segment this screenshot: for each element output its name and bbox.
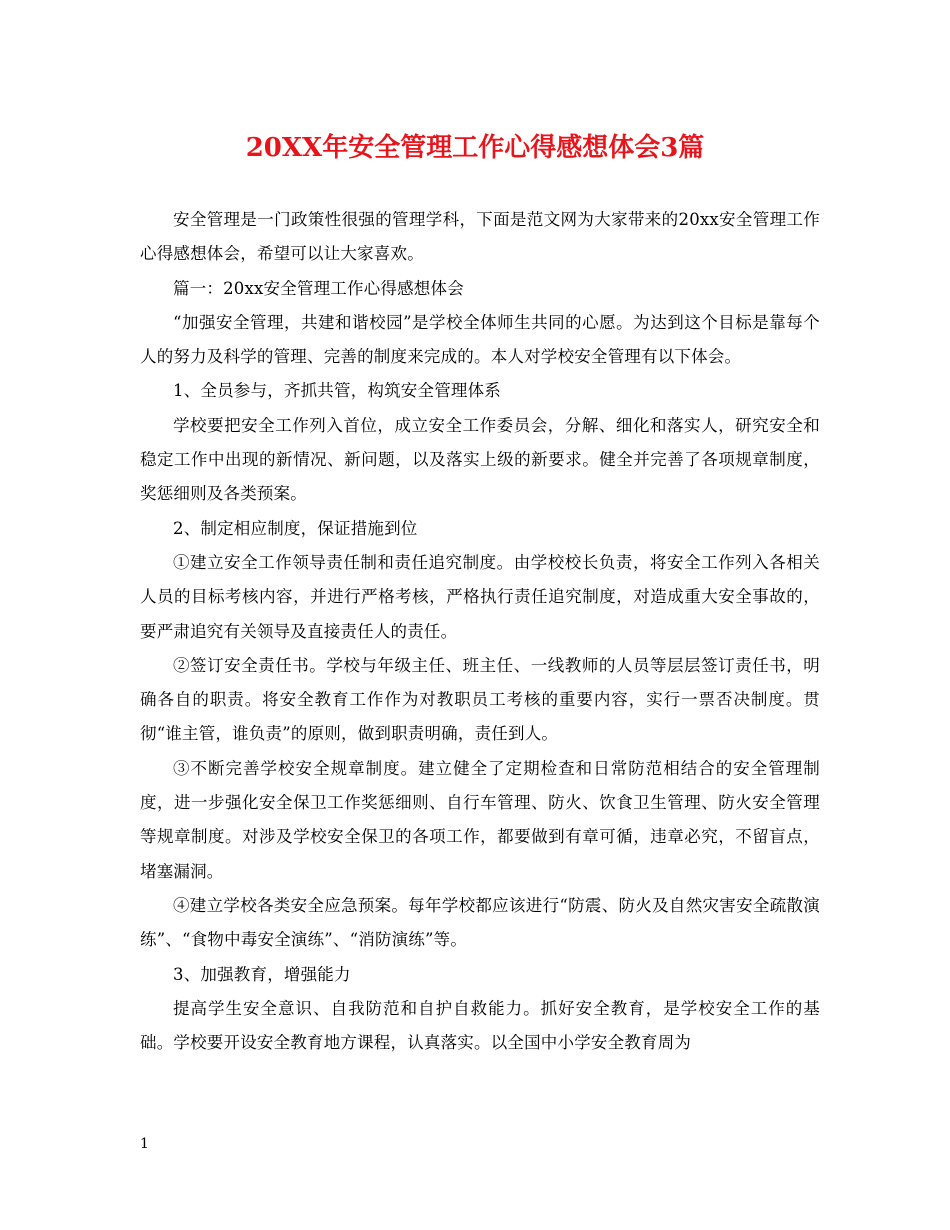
document-body — [140, 203, 820, 1060]
section-heading-part-one: 篇一：20xx安全管理工作心得感想体会 — [173, 278, 464, 298]
paragraph: ②签订安全责任书。学校与年级主任、班主任、一线教师的人员等层层签订责任书，明确各自的职责。将安全教育工作作为对教职员工考核的重要内容，实行一票否决制度。贯彻“谁主管，谁负责”的原则，做到职责明确，责任到人。 — [140, 655, 820, 744]
page-number: 1 — [140, 1136, 149, 1152]
paragraph: 学校要把安全工作列入首位，成立安全工作委员会，分解、细化和落实人，研究安全和稳定工作中出现的新情况、新问题，以及落实上级的新要求。健全并完善了各项规章制度，奖惩细则及各类预案。 — [140, 415, 820, 504]
document-title: 20XX年安全管理工作心得感想体会3篇 — [245, 133, 705, 163]
paragraph: ④建立学校各类安全应急预案。每年学校都应该进行“防震、防火及自然灾害安全疏散演练”、“食物中毒安全演练”、“消防演练”等。 — [140, 895, 820, 950]
subheading: 1、全员参与，齐抓共管，构筑安全管理体系 — [173, 381, 501, 401]
paragraph: ③不断完善学校安全规章制度。建立健全了定期检查和日常防范相结合的安全管理制度，进一步强化安全保卫工作奖惩细则、自行车管理、防火、饮食卫生管理、防火安全管理等规章制度。对涉及学校安全保卫的各项工作，都要做到有章可循，违章必究，不留盲点，堵塞漏洞。 — [140, 758, 820, 881]
paragraph: 提高学生安全意识、自我防范和自护自救能力。抓好安全教育，是学校安全工作的基础。学校要开设安全教育地方课程，认真落实。以全国中小学安全教育周为 — [140, 998, 820, 1053]
paragraph: “加强安全管理，共建和谐校园”是学校全体师生共同的心愿。为达到这个目标是靠每个人的努力及科学的管理、完善的制度来完成的。本人对学校安全管理有以下体会。 — [140, 312, 820, 367]
subheading: 3、加强教育，增强能力 — [173, 964, 351, 984]
paragraph-intro: 安全管理是一门政策性很强的管理学科，下面是范文网为大家带来的20xx安全管理工作心得感想体会，希望可以让大家喜欢。 — [140, 210, 820, 264]
subheading: 2、制定相应制度，保证措施到位 — [173, 518, 418, 538]
paragraph: ①建立安全工作领导责任制和责任追究制度。由学校校长负责，将安全工作列入各相关人员的目标考核内容，并进行严格考核，严格执行责任追究制度，对造成重大安全事故的，要严肃追究有关领导及直接责任人的责任。 — [140, 552, 820, 641]
